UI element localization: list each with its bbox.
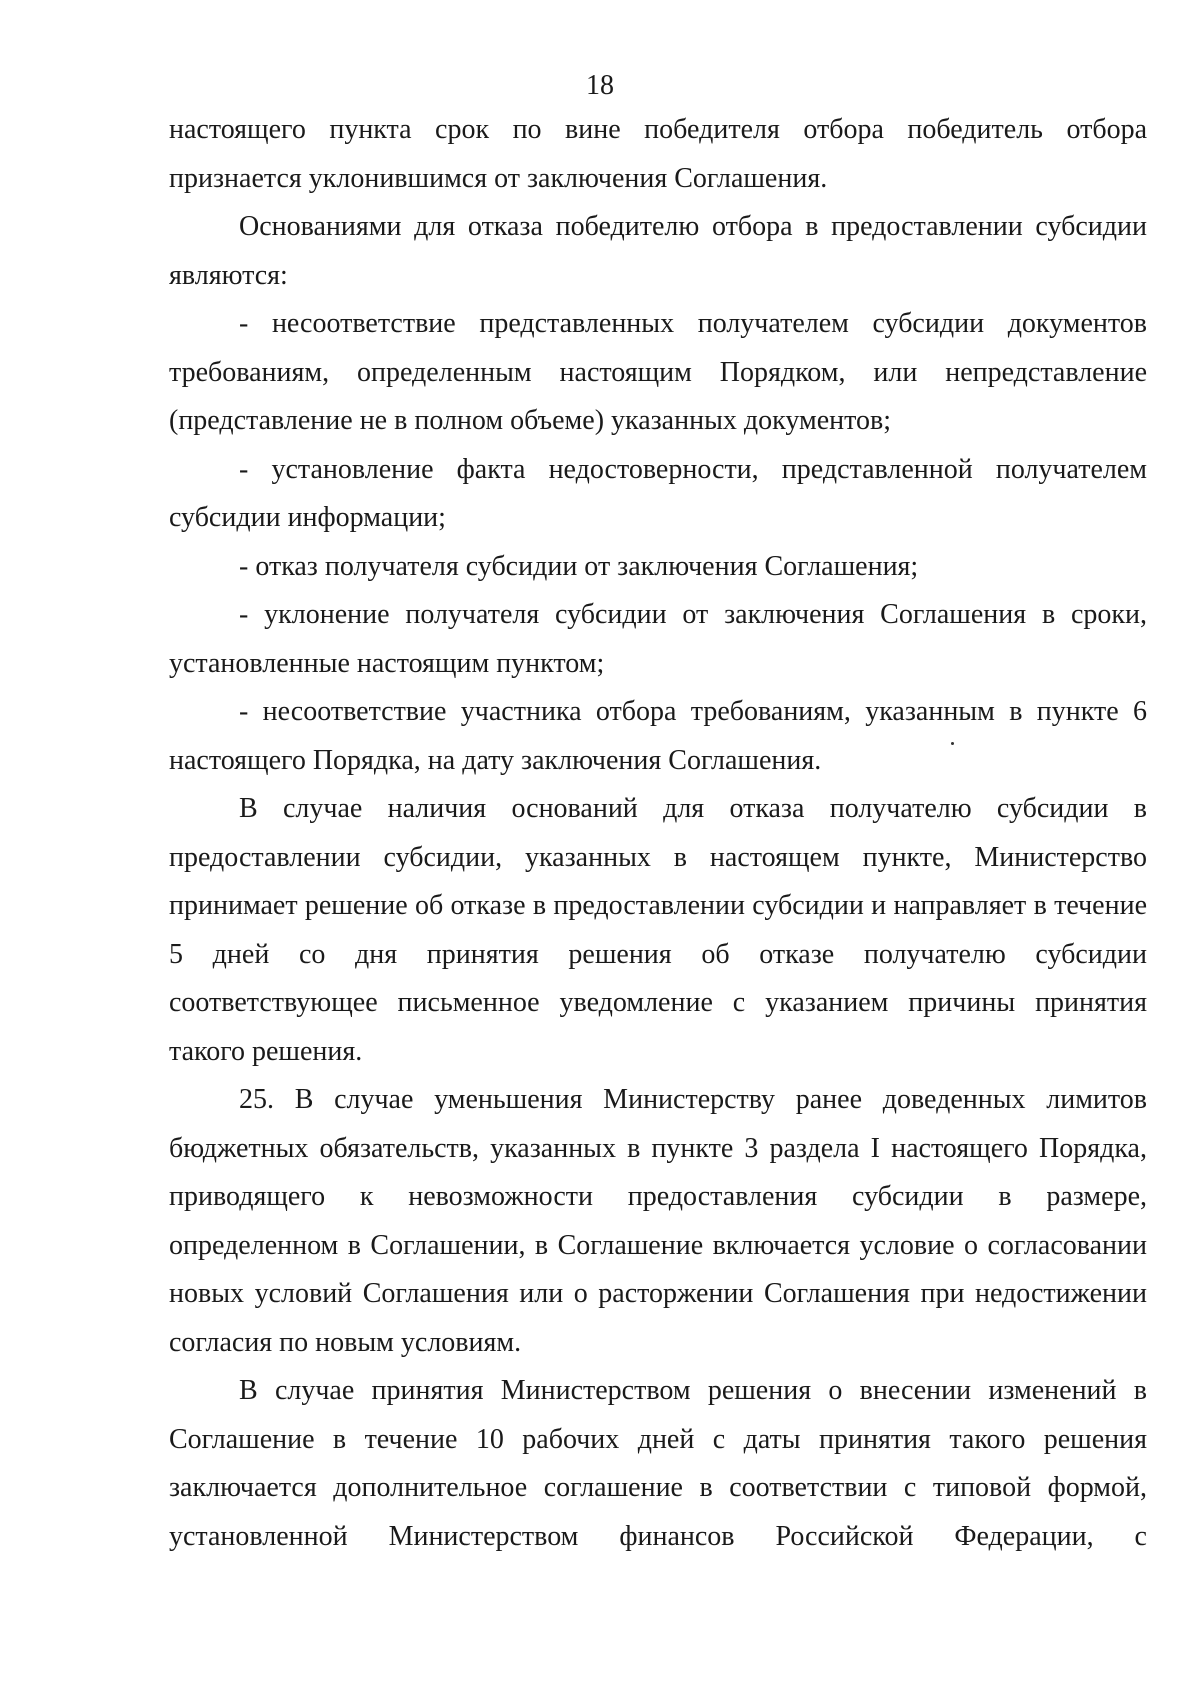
list-item-evasion: - уклонение получателя субсидии от заключения Соглашения в сроки, установленные настоящим пунктом; (169, 599, 1147, 679)
list-item-noncompliance-documents: - несоответствие представленных получателем субсидии документов требованиям, определенным настоящим Порядком, или непредставление (представление не в полном объеме) указанных документов; (169, 308, 1147, 436)
paragraph-refusal-decision: В случае наличия оснований для отказа получателю субсидии в предоставлении субсидии, указанных в настоящем пункте, Министерство принимает решение об отказе в предоставлении субсидии и направляет в течение 5 дней со дня принятия решения об отказе получателю субсидии соответствующее письменное уведомление с указанием причины принятия такого решения. (169, 793, 1147, 1067)
paragraph-refusal-grounds: Основаниями для отказа победителю отбора в предоставлении субсидии являются: (169, 211, 1147, 291)
list-item-refusal-to-sign: - отказ получателя субсидии от заключения Соглашения; (239, 550, 919, 582)
list-item-unreliable-info: - установление факта недостоверности, представленной получателем субсидии информации; (169, 453, 1147, 533)
paragraph-amendment: В случае принятия Министерством решения о внесении изменений в Соглашение в течение 10 рабочих дней с даты принятия такого решения заключается дополнительное соглашение в соответствии с типовой формой, установленной Министерством финансов Российской Федерации, с (169, 1375, 1147, 1552)
list-item-noncompliance-participant: - несоответствие участника отбора требованиям, указанным в пункте 6 настоящего Порядка, на дату заключения Соглашения. (169, 696, 1147, 776)
paragraph-continuation: настоящего пункта срок по вине победителя отбора победитель отбора признается уклонившимся от заключения Соглашения. (169, 114, 1147, 194)
page-number: 18 (586, 70, 614, 101)
document-body (169, 106, 1147, 1561)
paragraph-clause-25: 25. В случае уменьшения Министерству ранее доведенных лимитов бюджетных обязательств, указанных в пункте 3 раздела I настоящего Порядка, приводящего к невозможности предоставления субсидии в размере, определенном в Соглашении, в Соглашение включается условие о согласовании новых условий Соглашения или о расторжении Соглашения при недостижении согласия по новым условиям. (169, 1084, 1147, 1358)
scan-speck (951, 742, 954, 745)
